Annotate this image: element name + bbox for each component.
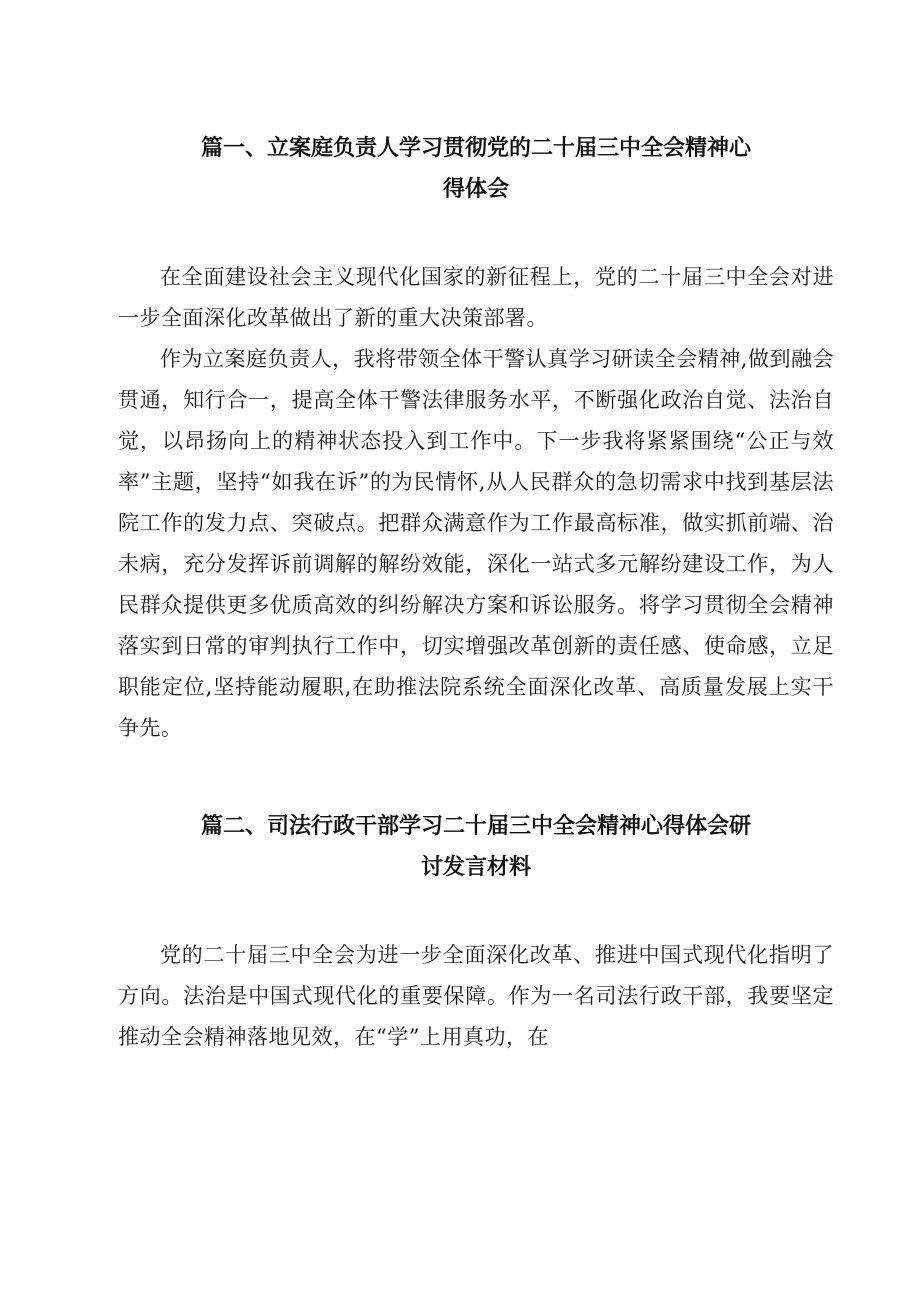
section-one-body — [118, 257, 834, 749]
section-two-paragraph-1: 党的二十届三中全会为进一步全面深化改革、推进中国式现代化指明了方向。法治是中国式现代化的重要保障。作为一名司法行政干部，我要坚定推动全会精神落地见效，在“学”上用真功，在 — [118, 943, 834, 1049]
section-two-heading-line1: 篇二、司法行政干部学习二十届三中全会精神心得体会研 — [200, 814, 751, 839]
section-two-heading — [118, 806, 834, 888]
section-one-paragraph-1: 在全面建设社会主义现代化国家的新征程上，党的二十届三中全会对进一步全面深化改革做出了新的重大决策部署。 — [118, 265, 834, 330]
section-two-heading-line2: 讨发言材料 — [420, 855, 531, 880]
section-one-paragraph-2: 作为立案庭负责人，我将带领全体干警认真学习研读全会精神,做到融会贯通，知行合一，提高全体干警法律服务水平，不断强化政治自觉、法治自觉，以昂扬向上的精神状态投入到工作中。下一步我将紧紧围绕“公正与效率”主题，坚持“如我在诉”的为民情怀,从人民群众的急切需求中找到基层法院工作的发力点、突破点。把群众满意作为工作最高标准，做实抓前端、治未病，充分发挥诉前调解的解纷效能，深化一站式多元解纷建设工作，为人民群众提供更多优质高效的纠纷解决方案和诉讼服务。将学习贯彻全会精神落实到日常的审判执行工作中，切实增强改革创新的责任感、使命感，立足职能定位,坚持能动履职,在助推法院系统全面深化改革、高质量发展上实干争先。 — [118, 347, 834, 740]
section-two — [118, 806, 834, 1058]
section-one-heading-line1: 篇一、立案庭负责人学习贯彻党的二十届三中全会精神心 — [200, 136, 751, 161]
section-one-heading-line2: 得体会 — [442, 177, 509, 202]
section-two-body — [118, 935, 834, 1058]
section-one-heading — [118, 128, 834, 210]
section-one — [118, 128, 834, 749]
